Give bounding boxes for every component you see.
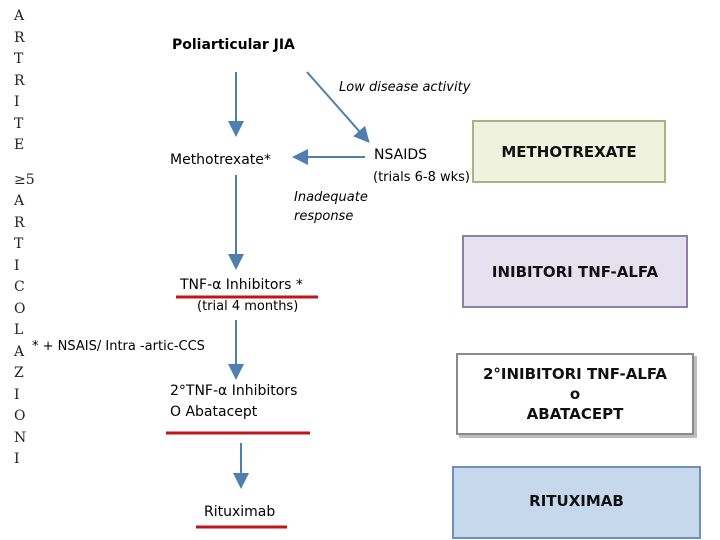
side-letter-top: A	[14, 8, 25, 24]
side-letter-top: E	[14, 137, 25, 153]
side-letter-bottom: L	[14, 322, 24, 338]
side-letter-bottom: ≥5	[14, 171, 35, 188]
side-letter-top: R	[14, 29, 25, 46]
side-letter-bottom: I	[14, 451, 20, 467]
methotrexate-box-text: METHOTREXATE	[501, 142, 637, 161]
side-letter-bottom: N	[14, 429, 27, 446]
side-letter-top: T	[14, 115, 24, 132]
methotrexate-box	[472, 120, 666, 183]
inadequate-label-line1: Inadequate	[294, 190, 368, 205]
tnf-label: TNF-α Inhibitors *	[180, 277, 303, 293]
rituximab-label: Rituximab	[204, 504, 276, 520]
nsaids-label: NSAIDS	[374, 147, 427, 163]
side-letter-bottom: I	[14, 257, 20, 274]
side-letter-bottom: A	[14, 343, 25, 360]
second-tnf-box	[456, 353, 694, 435]
side-letter-top: I	[14, 94, 20, 110]
second-tnf-label-line2: O Abatacept	[170, 404, 258, 420]
second-tnf-box-line3: ABATACEPT	[526, 405, 624, 423]
flow-title: Poliarticular JIA	[172, 37, 295, 53]
tnf-trial-label: (trial 4 months)	[197, 299, 299, 314]
side-letter-bottom: Z	[14, 365, 24, 381]
second-tnf-label-line1: 2°TNF-α Inhibitors	[170, 383, 298, 399]
low-activity-label: Low disease activity	[339, 80, 471, 95]
rituximab-box	[452, 466, 701, 539]
side-letter-bottom: R	[14, 214, 25, 231]
side-letter-top: R	[14, 72, 25, 89]
side-letter-bottom: A	[14, 193, 25, 209]
second-tnf-box-line1: 2°INIBITORI TNF-ALFA	[482, 365, 668, 383]
side-letter-bottom: O	[14, 408, 26, 424]
side-letter-bottom: C	[14, 279, 25, 295]
side-letter-bottom: O	[14, 300, 26, 317]
rituximab-box-text: RITUXIMAB	[529, 492, 624, 510]
side-letter-bottom: I	[14, 386, 20, 403]
footnote-label: * + NSAIS/ Intra -artic-CCS	[32, 339, 205, 354]
nsaids-trial-label: (trials 6-8 wks)	[373, 170, 470, 185]
side-letter-top: T	[14, 51, 24, 67]
methotrexate-label: Methotrexate*	[170, 152, 271, 168]
tnf-box-text: INIBITORI TNF-ALFA	[491, 262, 659, 281]
second-tnf-box-line2: o	[569, 385, 581, 403]
side-letter-bottom: T	[14, 236, 24, 252]
tnf-box	[462, 235, 688, 308]
inadequate-label-line2: response	[294, 209, 354, 224]
